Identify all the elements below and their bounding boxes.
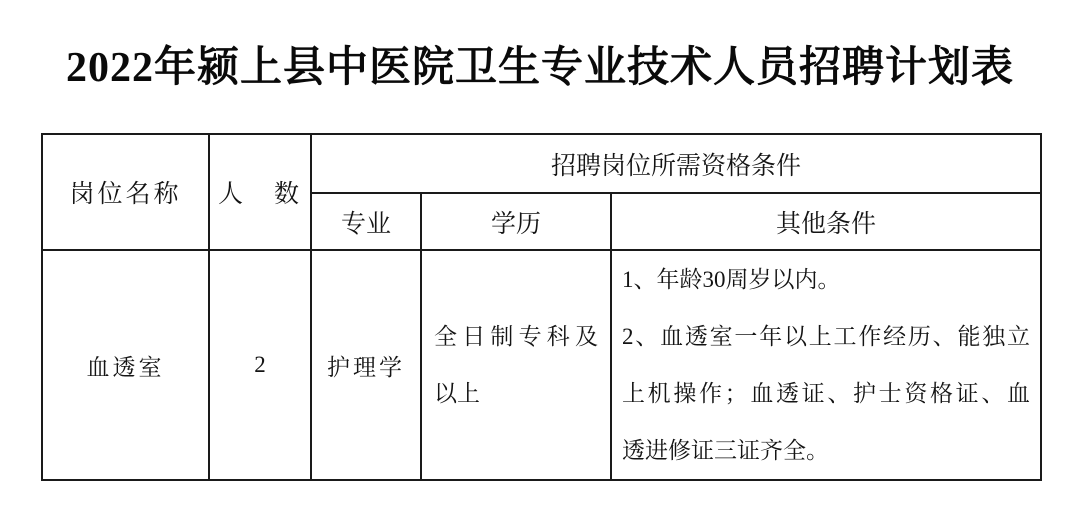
text-line: 透进修证三证齐全。 (622, 438, 829, 463)
cell-headcount: 2 (209, 250, 311, 480)
cell-position-name: 血透室 (42, 250, 209, 480)
column-header-position: 岗位名称 (42, 134, 209, 250)
column-header-other-conditions: 其他条件 (611, 193, 1041, 250)
other-conditions-text (622, 251, 1030, 479)
text-line: 全日制专科及 (434, 324, 598, 349)
column-header-education: 学历 (421, 193, 611, 250)
text-line: 2、血透室一年以上工作经历、能独立 (622, 324, 1031, 349)
education-requirement-text (434, 308, 598, 422)
header-row-1 (42, 134, 1041, 193)
text-line: 以上 (434, 381, 480, 406)
recruitment-table (41, 133, 1042, 481)
column-header-count: 人 数 (209, 134, 311, 250)
column-header-qualifications-group: 招聘岗位所需资格条件 (311, 134, 1041, 193)
cell-major: 护理学 (311, 250, 421, 480)
cell-education-requirement (421, 250, 611, 480)
text-line: 上机操作；血透证、护士资格证、血 (622, 381, 1031, 406)
column-header-major: 专业 (311, 193, 421, 250)
cell-other-conditions (611, 250, 1041, 480)
text-line: 1、年龄30周岁以内。 (622, 267, 841, 292)
table-row (42, 250, 1041, 480)
page-title: 2022年颍上县中医院卫生专业技术人员招聘计划表 (65, 45, 1014, 91)
